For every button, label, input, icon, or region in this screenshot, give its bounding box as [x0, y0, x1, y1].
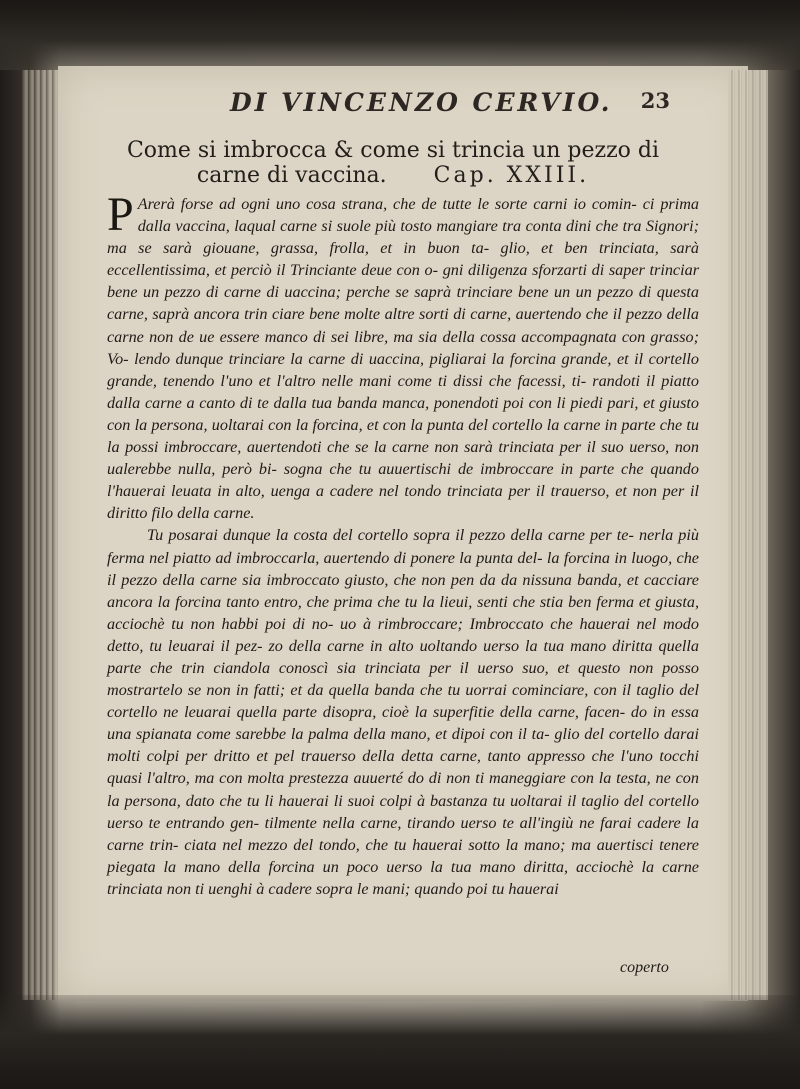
page-number: 23	[640, 88, 670, 113]
paragraph-1	[107, 188, 699, 524]
chapter-heading	[108, 138, 678, 188]
right-page-edges	[728, 70, 768, 1000]
page-header	[100, 88, 680, 122]
catchword: coperto	[620, 959, 669, 976]
running-title: DI VINCENZO CERVIO.	[230, 88, 613, 117]
paragraph-2-text: Tu posarai dunque la costa del cortello sopra il pezzo della carne per te- nerla più ferma nel piatto ad imbroccarla, auertendo di ponere la punta del- la forcina in luogo, che il pezzo della carne sia imbroccato giusto, che non pen da da nissuna banda, et cacciare ancora la forcina tanto entro, che prima che tu la lieui, senti che stia ben ferma et giusta, acciochè tu non habbi poi di no- uo à rimbroccare; Imbroccato che hauerai nel modo detto, tu leuarai il pez- zo della carne in alto uoltando uerso la tua mano diritta quella parte che trin ciandola conoscì sia trinciata per il uerso suo, et questo non posso mostrartelo se non in fatti; et da quella banda che tu uorrai cominciare, con il taglio del cortello ne leuarai quella parte disopra, cioè la superfitie della carne, facen- do in essa una spianata come sarebbe la palma della mano, et dipoi con il ta- glio del cortello darai molti colpi per dritto et pel trauerso della detta carne, tanto appresso che l'uno tocchi quasi l'altro, ma con molta prestezza auuerté do di non ti maneggiare con la testa, ne con la persona, dato che tu li hauerai li suoi colpi à bastanza tu uoltarai il taglio del cortello uerso te entrando gen- tilmente nella carne, tirando uerso te all'ingiù ne farai cadere la carne trin- ciata nel mezzo del tondo, che tu hauerai sotto la mano; ma auertisci tenere piegata la mano della forcina un poco uerso la tua mano diritta, acciochè la carne trinciata non ti uenghi à cadere sopra le mani; quando poi tu hauerai	[107, 526, 699, 898]
bottom-shadow	[0, 995, 800, 1089]
chapter-title: Come si imbrocca & come si trincia un pezzo di carne di vaccina.	[126, 138, 660, 188]
drop-cap: P	[107, 188, 134, 241]
left-page-edges	[22, 70, 62, 1000]
top-shadow	[0, 0, 800, 70]
body-text	[107, 188, 699, 900]
paragraph-2	[107, 524, 699, 900]
paragraph-1-text: Arerà forse ad ogni uno cosa strana, che de tutte le sorte carni io comin- ci prima dalla vaccina, laqual carne si suole più tosto mangiare tra conta dini che tra Signori; ma se sarà giouane, grassa, frolla, et in buon ta- glio, et ben trinciata, sarà eccellentissima, et perciò il Trinciante deue con o- gni diligenza sforzarti di saper trinciar bene un pezzo di carne di uaccina; perche se saprà trinciare bene un un pezzo di questa carne, saprà ancora trin ciare bene molte altre sorti di carne, auertendo che il pezzo della carne non de ue essere manco di sei libre, ma sia della cossa accompagnata con grasso; Vo- lendo dunque trinciare la carne di uaccina, pigliarai la forcina grande, et il cortello grande, tenendo l'uno et l'altro nelle mani come ti dissi che facessi, ti- randoti il piatto dalla carne a canto di te dalla tua banda manca, ponendoti poi con li piedi pari, et giusto con la persona, uoltarai con la forcina, et con la punta del cortello la carne in parte che tu la possi imbroccare, auertendoti che se la carne non sarà trinciata per il suo uerso, non ualerebbe nulla, però bi- sogna che tu auuertischi de imbroccare in parte che quando l'hauerai leuata in alto, uenga a cadere nel tondo trinciata per il trauerso, et non per il diritto filo della carne.	[107, 195, 699, 523]
chapter-number: Cap. XXIII.	[433, 163, 590, 188]
